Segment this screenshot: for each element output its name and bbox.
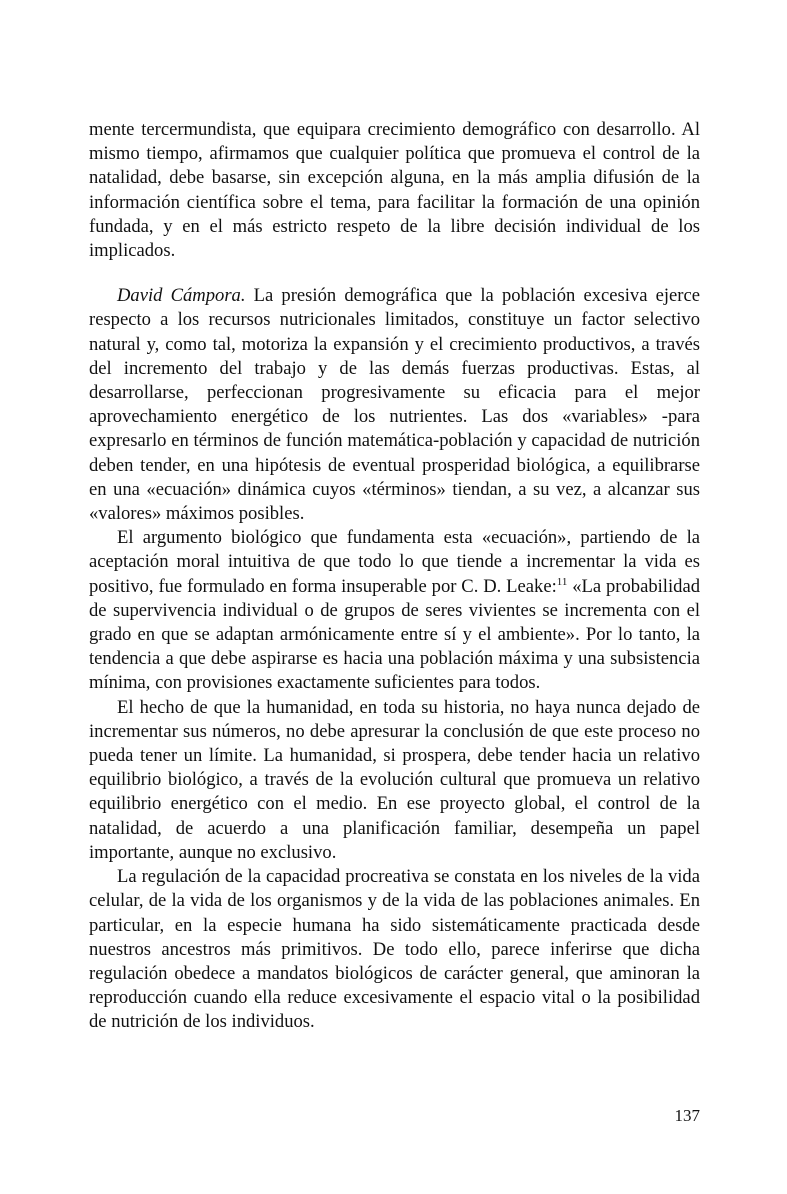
page-number: 137: [674, 1106, 700, 1125]
footnote-marker: 11: [556, 575, 568, 588]
paragraph-2-text: La presión demográfica que la población excesiva ejerce respecto a los recursos nutricionales limitados, constituye un factor selectivo natural y, como tal, motoriza la expansión y el crecimiento productivos, a través del incremento del trabajo y de las demás fuerzas productivas. Estas, al desarrollarse, perfeccionan progresivamente su eficacia para el mejor aprovechamiento energético de los nutrientes. Las dos «variables» -para expresarlo en términos de función matemática-población y capacidad de nutrición deben tender, en una hipótesis de eventual prosperidad biológica, a equilibrarse en una «ecuación» dinámica cuyos «términos» tiendan, a su vez, a alcanzar sus «valores» máximos posibles.: [89, 285, 700, 525]
paragraph-3: [89, 526, 700, 695]
page-body: [89, 118, 700, 1035]
paragraph-3-text-after: «La probabilidad de supervivencia individual o de grupos de seres vivientes se incrementa con el grado en que se adaptan armónicamente entre sí y el ambiente». Por lo tanto, la tendencia a que debe aspirarse es hacia una población máxima y una subsistencia mínima, con provisiones exactamente suficientes para todos.: [89, 575, 700, 694]
paragraph-4: El hecho de que la humanidad, en toda su historia, no haya nunca dejado de incrementar sus números, no debe apresurar la conclusión de que este proceso no pueda tener un límite. La humanidad, si prospera, debe tender hacia un relativo equilibrio biológico, a través de la evolución cultural que promueva un relativo equilibrio energético con el medio. En ese proyecto global, el control de la natalidad, de acuerdo a una planificación familiar, desempeña un papel importante, aunque no exclusivo.: [89, 696, 700, 863]
paragraph-5: La regulación de la capacidad procreativa se constata en los niveles de la vida celular, de la vida de los organismos y de la vida de las poblaciones animales. En particular, en la especie humana ha sido sistemáticamente practicada desde nuestros ancestros más primitivos. De todo ello, parece inferirse que dicha regulación obedece a mandatos biológicos de carácter general, que aminoran la reproducción cuando ella reduce excesivamente el espacio vital o la posibilidad de nutrición de los individuos.: [89, 866, 700, 1033]
paragraph-2: [89, 284, 700, 526]
paragraph-3-text-before: El argumento biológico que fundamenta esta «ecuación», partiendo de la aceptación moral intuitiva de que todo lo que tiende a incrementar la vida es positivo, fue formulado en forma insuperable por C. D. Leake:: [89, 527, 700, 597]
speaker-name: David Cámpora.: [117, 285, 246, 307]
paragraph-1: mente tercermundista, que equipara crecimiento demográfico con desarrollo. Al mismo tiempo, afirmamos que cualquier política que promueva el control de la natalidad, debe basarse, sin excepción alguna, en la más amplia difusión de la información científica sobre el tema, para facilitar la formación de una opinión fundada, y en el más estricto respeto de la libre decisión individual de los implicados.: [89, 119, 700, 262]
